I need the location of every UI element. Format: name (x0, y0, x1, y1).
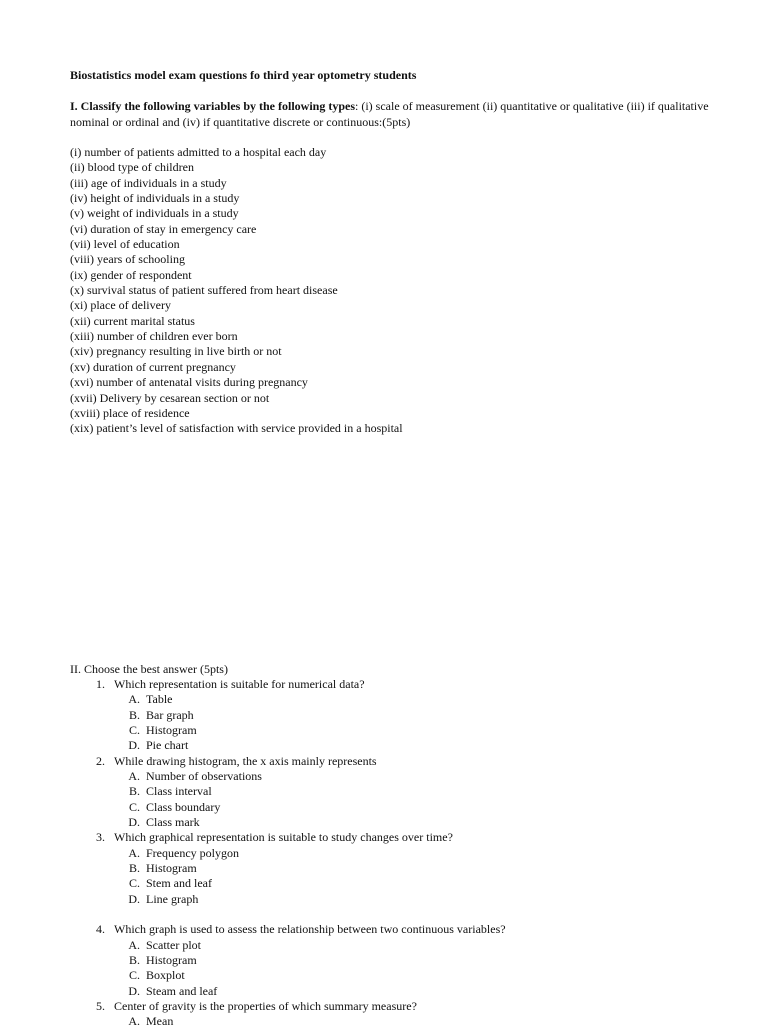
question-item (70, 754, 506, 831)
option-item (70, 692, 506, 707)
question-item (70, 830, 506, 922)
variable-item: (v) weight of individuals in a study (70, 206, 239, 221)
question-number: 2. (96, 753, 105, 768)
option-text: Histogram (146, 952, 197, 967)
option-letter: D. (128, 983, 140, 998)
option-text: Bar graph (146, 707, 194, 722)
option-letter: A. (128, 1014, 140, 1029)
variable-item: (xv) duration of current pregnancy (70, 359, 236, 374)
variable-item: (xvi) number of antenatal visits during pregnancy (70, 375, 308, 390)
option-item (70, 784, 506, 799)
variable-list (70, 145, 403, 437)
option-letter: A. (128, 845, 140, 860)
option-item (70, 723, 506, 738)
blank-line (70, 907, 506, 922)
option-letter: C. (128, 876, 140, 891)
section1-heading-rest: : (i) scale of measurement (ii) quantitative or qualitative (iii) if qualitative nominal or ordinal and (iv) if quantitative discrete or continuous:(5pts) (70, 99, 709, 129)
option-item (70, 846, 506, 861)
question-text: Which representation is suitable for numerical data? (114, 677, 365, 691)
question-number: 1. (96, 677, 105, 691)
option-text: Scatter plot (146, 937, 201, 952)
option-item (70, 953, 506, 968)
option-text: Number of observations (146, 769, 262, 784)
option-item (70, 769, 506, 784)
option-letter: B. (128, 784, 140, 799)
option-text: Steam and leaf (146, 983, 218, 998)
question-text: While drawing histogram, the x axis mainly represents (114, 753, 377, 768)
option-list (70, 846, 506, 907)
variable-item: (xviii) place of residence (70, 405, 190, 420)
question-item (70, 922, 506, 999)
option-text: Line graph (146, 891, 199, 906)
option-text: Class boundary (146, 799, 221, 814)
option-letter: A. (128, 692, 140, 707)
document-title: Biostatistics model exam questions fo third year optometry students (70, 68, 417, 82)
option-text: Histogram (146, 723, 197, 738)
variable-item: (viii) years of schooling (70, 252, 185, 267)
variable-item: (vii) level of education (70, 237, 180, 252)
option-text: Boxplot (146, 968, 185, 983)
option-item (70, 892, 506, 907)
option-text: Class interval (146, 784, 212, 799)
option-letter: C. (128, 799, 140, 814)
option-letter: B. (128, 707, 140, 722)
option-item (70, 984, 506, 999)
option-text: Frequency polygon (146, 845, 239, 860)
variable-item: (vi) duration of stay in emergency care (70, 221, 257, 236)
option-letter: D. (128, 815, 140, 830)
option-list (70, 1014, 506, 1029)
option-text: Class mark (146, 815, 200, 830)
option-text: Mean (146, 1014, 174, 1029)
option-text: Table (146, 692, 173, 707)
option-item (70, 738, 506, 753)
variable-item: (iv) height of individuals in a study (70, 191, 240, 206)
option-item (70, 968, 506, 983)
option-letter: B. (128, 861, 140, 876)
question-text: Which graphical representation is suitable to study changes over time? (114, 830, 453, 845)
variable-item: (xix) patient’s level of satisfaction with service provided in a hospital (70, 421, 403, 436)
option-letter: D. (128, 891, 140, 906)
option-list (70, 692, 506, 753)
variable-item: (xii) current marital status (70, 313, 195, 328)
question-item (70, 999, 506, 1030)
question-text: Center of gravity is the properties of which summary measure? (114, 998, 417, 1013)
option-letter: A. (128, 769, 140, 784)
option-text: Pie chart (146, 738, 189, 753)
option-text: Histogram (146, 861, 197, 876)
option-item (70, 861, 506, 876)
section1-instructions (70, 99, 738, 130)
option-text: Stem and leaf (146, 876, 212, 891)
question-text: Which graph is used to assess the relationship between two continuous variables? (114, 922, 506, 937)
option-letter: A. (128, 937, 140, 952)
question-item (70, 677, 506, 754)
option-item (70, 800, 506, 815)
variable-item: (xiii) number of children ever born (70, 329, 238, 344)
option-item (70, 1014, 506, 1029)
variable-item: (xvii) Delivery by cesarean section or not (70, 390, 270, 405)
question-number: 3. (96, 830, 105, 845)
question-number: 4. (96, 922, 105, 937)
option-item (70, 876, 506, 891)
option-item (70, 938, 506, 953)
section2-heading: II. Choose the best answer (5pts) (70, 662, 228, 676)
variable-item: (iii) age of individuals in a study (70, 175, 227, 190)
section1-heading: I. Classify the following variables by the following types (70, 99, 356, 113)
option-item (70, 708, 506, 723)
option-letter: B. (128, 952, 140, 967)
variable-item: (i) number of patients admitted to a hospital each day (70, 145, 327, 159)
variable-item: (ii) blood type of children (70, 160, 194, 175)
option-list (70, 938, 506, 999)
option-list (70, 769, 506, 830)
variable-item: (xi) place of delivery (70, 298, 171, 313)
option-letter: D. (128, 738, 140, 753)
variable-item: (x) survival status of patient suffered from heart disease (70, 283, 338, 298)
option-item (70, 815, 506, 830)
variable-item: (xiv) pregnancy resulting in live birth or not (70, 344, 282, 359)
option-letter: C. (128, 968, 140, 983)
variable-item: (ix) gender of respondent (70, 267, 192, 282)
option-letter: C. (128, 723, 140, 738)
question-list (70, 677, 506, 1030)
question-number: 5. (96, 998, 105, 1013)
